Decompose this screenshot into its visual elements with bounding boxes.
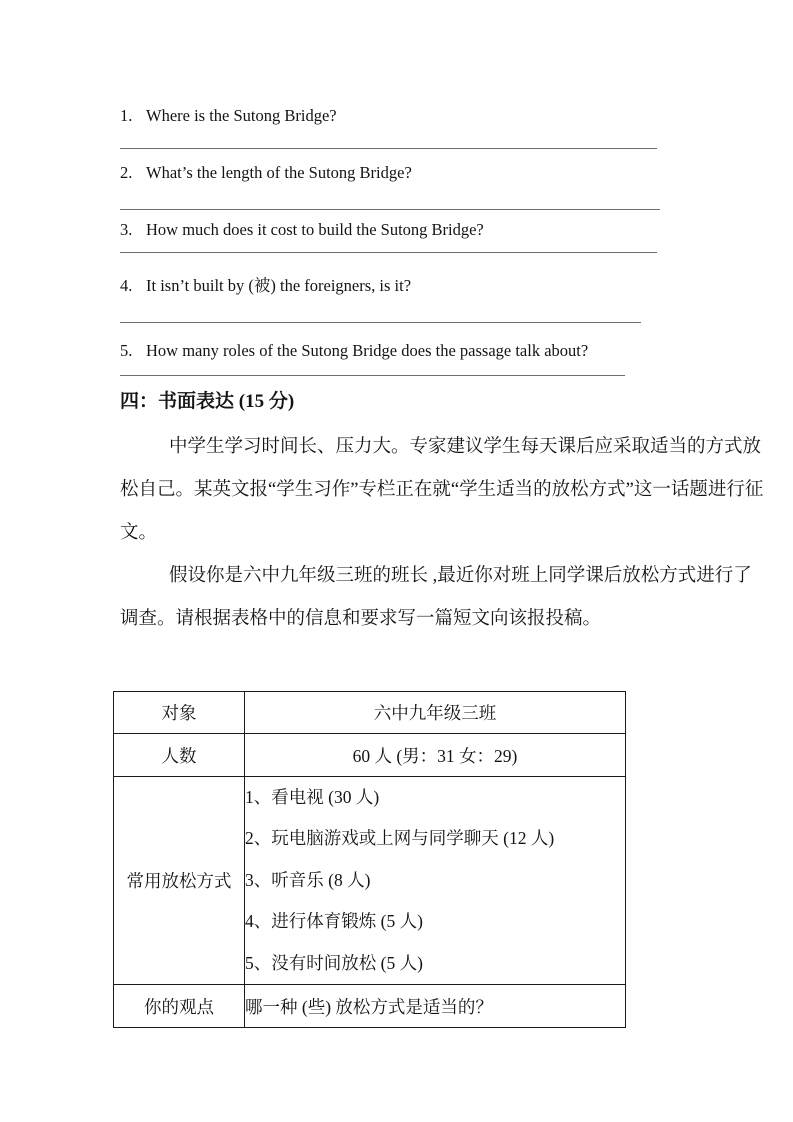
question-item-1 xyxy=(120,105,676,126)
survey-table xyxy=(113,691,626,1028)
row-value-cell xyxy=(245,777,626,985)
intro-paragraph-1 xyxy=(120,426,764,555)
relax-method-item: 5、没有时间放松 (5 人) xyxy=(245,952,423,973)
paragraph-line: 松自己。某英文报“学生习作”专栏正在就“学生适当的放松方式”这一话题进行征 xyxy=(120,480,764,500)
answer-blank-line xyxy=(120,322,641,323)
intro-paragraph-2 xyxy=(120,555,752,641)
question-number: 4. xyxy=(120,276,133,295)
question-text: What’s the length of the Sutong Bridge? xyxy=(146,163,412,182)
answer-blank-line xyxy=(120,375,625,376)
relax-method-item: 4、进行体育锻炼 (5 人) xyxy=(245,911,423,932)
relax-method-item: 3、听音乐 (8 人) xyxy=(245,869,371,890)
paragraph-line: 假设你是六中九年级三班的班长 ,最近你对班上同学课后放松方式进行了 xyxy=(169,566,752,586)
question-number: 3. xyxy=(120,220,133,239)
section-heading: 四：书面表达 (15 分) xyxy=(120,391,295,412)
relax-method-item: 2、玩电脑游戏或上网与同学聊天 (12 人) xyxy=(245,828,555,849)
row-value-cell: 哪一种 (些) 放松方式是适当的？ xyxy=(245,985,626,1028)
question-item-3 xyxy=(120,219,676,240)
question-number: 1. xyxy=(120,106,133,125)
relax-method-item: 1、看电视 (30 人) xyxy=(245,787,380,807)
answer-blank-line xyxy=(120,209,660,210)
question-item-4 xyxy=(120,275,676,296)
question-text: How many roles of the Sutong Bridge does the passage talk about? xyxy=(146,341,589,360)
row-label-cell: 你的观点 xyxy=(114,985,245,1028)
table-row-headcount xyxy=(114,734,626,777)
answer-blank-line xyxy=(120,148,657,149)
paragraph-line: 调查。请根据表格中的信息和要求写一篇短文向该报投稿。 xyxy=(120,609,602,629)
question-text: Where is the Sutong Bridge? xyxy=(146,106,337,125)
paragraph-line: 文。 xyxy=(120,523,158,543)
table-row-opinion xyxy=(114,985,626,1028)
row-label-cell: 人数 xyxy=(114,734,245,777)
question-item-5 xyxy=(120,340,676,361)
row-value-cell: 60 人 (男：31 女：29) xyxy=(245,734,626,777)
row-value-cell: 六中九年级三班 xyxy=(245,692,626,734)
answer-blank-line xyxy=(120,252,657,253)
question-number: 5. xyxy=(120,341,133,360)
question-number: 2. xyxy=(120,163,133,182)
paragraph-line: 中学生学习时间长、压力大。专家建议学生每天课后应采取适当的方式放 xyxy=(169,437,762,457)
table-row-relax-methods xyxy=(114,777,626,985)
row-label-cell: 常用放松方式 xyxy=(114,777,245,985)
question-item-2 xyxy=(120,162,676,183)
question-text: It isn’t built by (被) the foreigners, is it? xyxy=(146,276,412,295)
page-content xyxy=(120,105,764,1028)
row-label-cell: 对象 xyxy=(114,692,245,734)
question-text: How much does it cost to build the Sutong Bridge? xyxy=(146,220,484,239)
table-row-subject xyxy=(114,692,626,734)
